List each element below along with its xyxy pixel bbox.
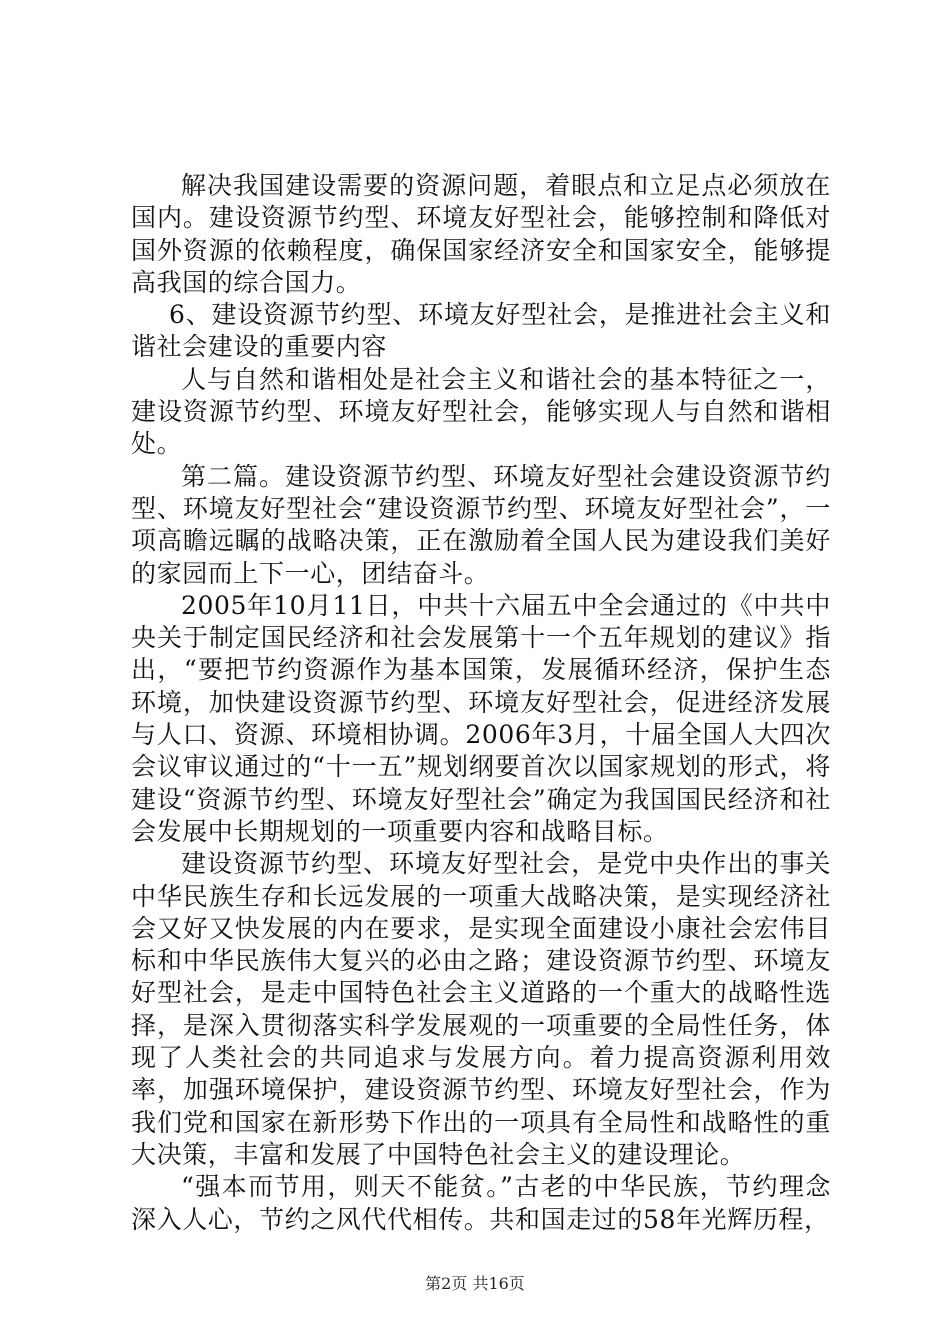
page-number-label: 第2页 共16页: [425, 1274, 525, 1293]
paragraph: 2005年10月11日，中共十六届五中全会通过的《中共中央关于制定国民经济和社会发展第十一个五年规划的建议》指出，“要把节约资源作为基本国策，发展循环经济，保护生态环境，加快建设资源节约型、环境友好型社会，促进经济发展与人口、资源、环境相协调。2006年3月，十届全国人大四次会议审议通过的“十一五”规划纲要首次以国家规划的形式，将建设“资源节约型、环境友好型社会”确定为我国国民经济和社会发展中长期规划的一项重要内容和战略目标。: [131, 590, 831, 846]
document-body: [131, 170, 831, 1236]
paragraph: 解决我国建设需要的资源问题，着眼点和立足点必须放在国内。建设资源节约型、环境友好型社会，能够控制和降低对国外资源的依赖程度，确保国家经济安全和国家安全，能够提高我国的综合国力。: [131, 171, 831, 297]
paragraph: 建设资源节约型、环境友好型社会，是党中央作出的事关中华民族生存和长远发展的一项重大战略决策，是实现经济社会又好又快发展的内在要求，是实现全面建设小康社会宏伟目标和中华民族伟大复兴的必由之路；建设资源节约型、环境友好型社会，是走中国特色社会主义道路的一个重大的战略性选择，是深入贯彻落实科学发展观的一项重要的全局性任务，体现了人类社会的共同追求与发展方向。着力提高资源利用效率，加强环境保护，建设资源节约型、环境友好型社会，作为我们党和国家在新形势下作出的一项具有全局性和战略性的重大决策，丰富和发展了中国特色社会主义的建设理论。: [131, 849, 831, 1169]
section-heading: 6、建设资源节约型、环境友好型社会，是推进社会主义和谐社会建设的重要内容: [131, 300, 831, 362]
paragraph: 第二篇。建设资源节约型、环境友好型社会建设资源节约型、环境友好型社会“建设资源节约型、环境友好型社会”，一项高瞻远瞩的战略决策，正在激励着全国人民为建设我们美好的家园而上下一心，团结奋斗。: [131, 461, 831, 588]
paragraph: “强本而节用，则天不能贫。”古老的中华民族，节约理念深入人心，节约之风代代相传。共和国走过的58年光辉历程，: [131, 1172, 831, 1234]
page-footer: [0, 1274, 950, 1294]
paragraph: 人与自然和谐相处是社会主义和谐社会的基本特征之一，建设资源节约型、环境友好型社会，能够实现人与自然和谐相处。: [131, 364, 831, 459]
